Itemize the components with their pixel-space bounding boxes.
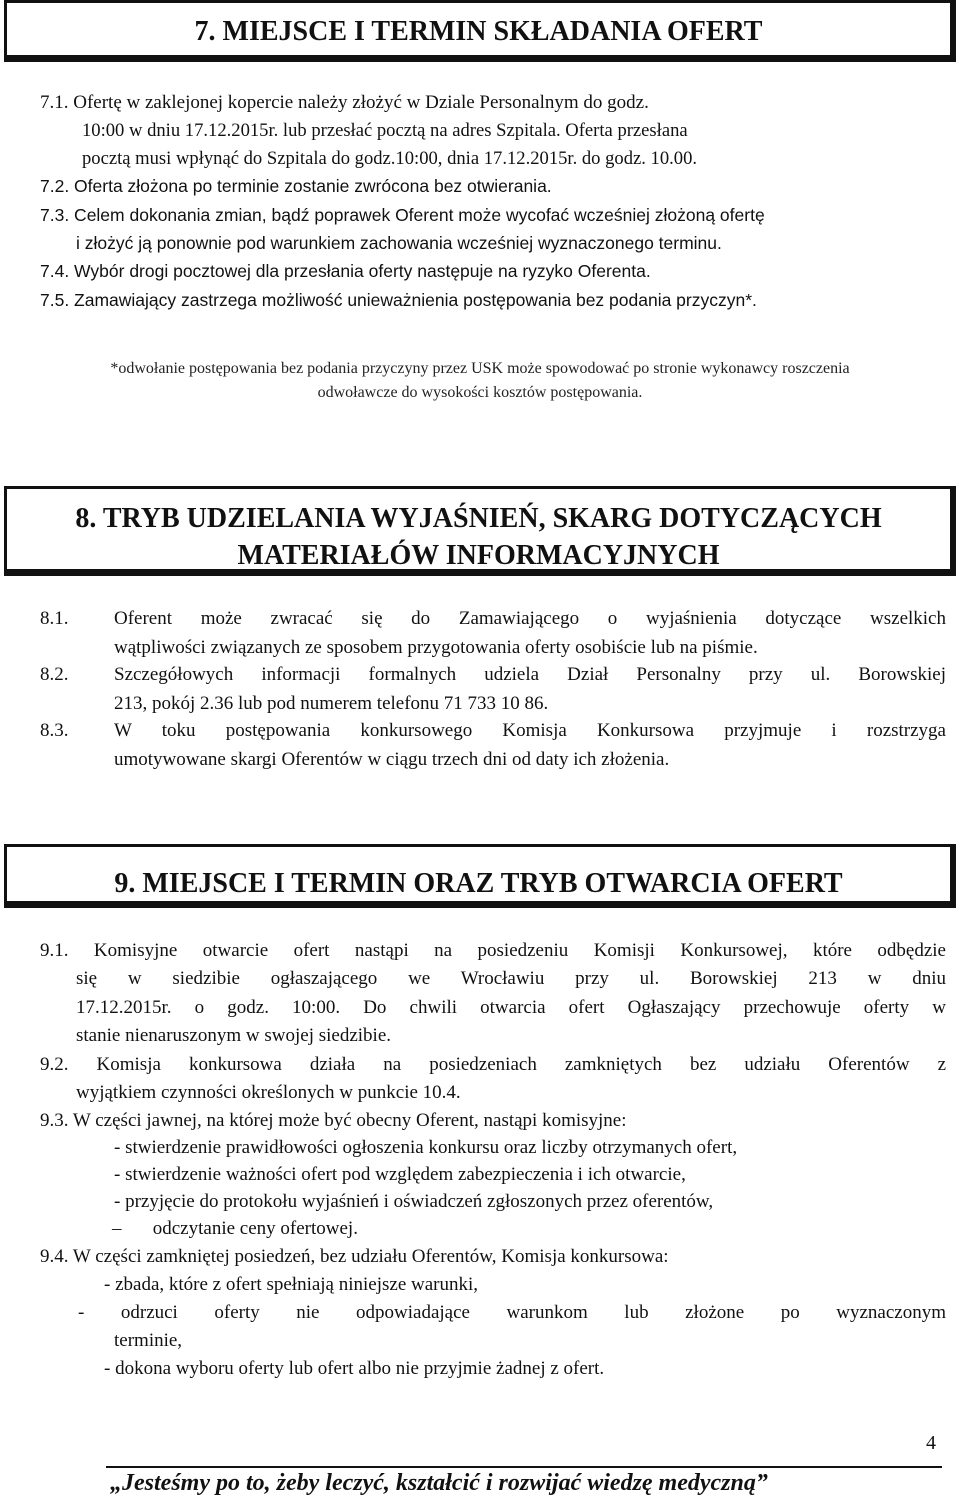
page-number: 4 [926,1432,936,1454]
paragraph-7-1-number: 7.1. [40,92,69,113]
footnote-line-2: odwoławcze do wysokości kosztów postępowania. [317,384,643,401]
paragraph-7-5: 7.5. Zamawiający zastrzega możliwość unieważnienia postępowania bez podania przyczyn*. [40,290,757,310]
footnote-line-1: *odwołanie postępowania bez podania przyczyny przez USK może spowodować po stronie wykonawcy roszczenia [110,360,850,377]
section-8-heading-line-1: 8. TRYB UDZIELANIA WYJAŚNIEŃ, SKARG DOTYCZĄCYCH [75,503,882,534]
bullet-text: odczytanie ceny ofertowej. [152,1218,358,1239]
item-line-2: wątpliwości związanych ze sposobem przygotowania oferty osobiście lub na piśmie. [114,637,758,658]
section-7-heading-box [4,0,956,62]
paragraph-9-1-line-3: 17.12.2015r. o godz. 10:00. Do chwili otwarcia ofert Ogłaszający przechowuje oferty w [76,997,946,1018]
paragraph-7-1-line-1 [40,88,649,117]
paragraph-7-4: 7.4. Wybór drogi pocztowej dla przesłania oferty następuje na ryzyko Oferenta. [40,261,651,281]
item-number: 8.2. [40,664,69,685]
section-9-heading-box [4,844,956,908]
bullet-9-4-2: - odrzuci oferty nie odpowiadające warunkom lub złożone po wyznaczonym [78,1302,946,1323]
paragraph-9-1-line-2: się w siedzibie ogłaszającego we Wrocławiu przy ul. Borowskiej 213 w dniu [76,968,946,989]
paragraph-9-2-line-2: wyjątkiem czynności określonych w punkcie 10.4. [76,1082,461,1103]
bullet-9-3-2: - stwierdzenie ważności ofert pod względem zabezpieczenia i ich otwarcie, [114,1164,686,1185]
list-item-8-1 [40,604,946,662]
item-line-1: Oferent może zwracać się do Zamawiającego o wyjaśnienia dotyczące wszelkich [114,608,946,629]
footer-motto: „Jesteśmy po to, żeby leczyć, kształcić i rozwijać wiedzę medyczną” [110,1470,768,1496]
bullet-9-3-1: - stwierdzenie prawidłowości ogłoszenia konkursu oraz liczby otrzymanych ofert, [114,1137,738,1158]
item-number: 8.3. [40,720,69,741]
bullet-9-4-1: - zbada, które z ofert spełniają niniejsze warunki, [104,1274,479,1295]
paragraph-9-1-line-1: 9.1. Komisyjne otwarcie ofert nastąpi na posiedzeniu Komisji Konkursowej, które odbędzie [40,940,946,961]
paragraph-7-1-line-3: pocztą musi wpłynąć do Szpitala do godz.10:00, dnia 17.12.2015r. do godz. 10.00. [82,148,698,169]
paragraph-9-1-line-4: stanie nienaruszonym w swojej siedzibie. [76,1025,392,1046]
list-item-8-3 [40,716,946,774]
item-line-1: W toku postępowania konkursowego Komisja Konkursowa przyjmuje i rozstrzyga [114,720,946,741]
paragraph-9-3-intro: 9.3. W części jawnej, na której może być obecny Oferent, nastąpi komisyjne: [40,1110,627,1131]
section-9-heading: 9. MIEJSCE I TERMIN ORAZ TRYB OTWARCIA OFERT [114,868,843,899]
paragraph-9-4-intro: 9.4. W części zamkniętej posiedzeń, bez udziału Oferentów, Komisja konkursowa: [40,1246,669,1267]
bullet-9-4-2-continuation: terminie, [114,1330,183,1351]
paragraph-7-2: 7.2. Oferta złożona po terminie zostanie zwrócona bez otwierania. [40,176,552,196]
bullet-9-3-4 [112,1214,358,1243]
paragraph-7-1-text: Ofertę w zaklejonej kopercie należy złożyć w Dziale Personalnym do godz. [73,92,649,113]
item-line-2: umotywowane skargi Oferentów w ciągu trzech dni od daty ich złożenia. [114,749,670,770]
section-7-heading: 7. MIEJSCE I TERMIN SKŁADANIA OFERT [194,16,763,47]
item-line-1: Szczegółowych informacji formalnych udziela Dział Personalny przy ul. Borowskiej [114,664,946,685]
bullet-9-3-3: - przyjęcie do protokołu wyjaśnień i oświadczeń zgłoszonych przez oferentów, [114,1191,714,1212]
paragraph-7-1-line-2: 10:00 w dniu 17.12.2015r. lub przesłać pocztą na adres Szpitala. Oferta przesłana [82,120,688,141]
item-number: 8.1. [40,608,69,629]
item-line-2: 213, pokój 2.36 lub pod numerem telefonu 71 733 10 86. [114,693,549,714]
paragraph-7-3-line-1: 7.3. Celem dokonania zmian, bądź poprawek Oferent może wycofać wcześniej złożoną ofertę [40,205,765,225]
paragraph-7-3-line-2: i złożyć ją ponownie pod warunkiem zachowania wcześniej wyznaczonego terminu. [76,233,722,253]
section-8-heading-box [4,486,956,576]
footer-divider [106,1466,942,1468]
dash-glyph: – [112,1218,122,1239]
bullet-9-4-3: - dokona wyboru oferty lub ofert albo nie przyjmie żadnej z ofert. [104,1358,605,1379]
section-8-heading-line-2: MATERIAŁÓW INFORMACYJNYCH [237,540,720,571]
list-item-8-2 [40,660,946,718]
paragraph-9-2-line-1: 9.2. Komisja konkursowa działa na posiedzeniach zamkniętych bez udziału Oferentów z [40,1054,946,1075]
